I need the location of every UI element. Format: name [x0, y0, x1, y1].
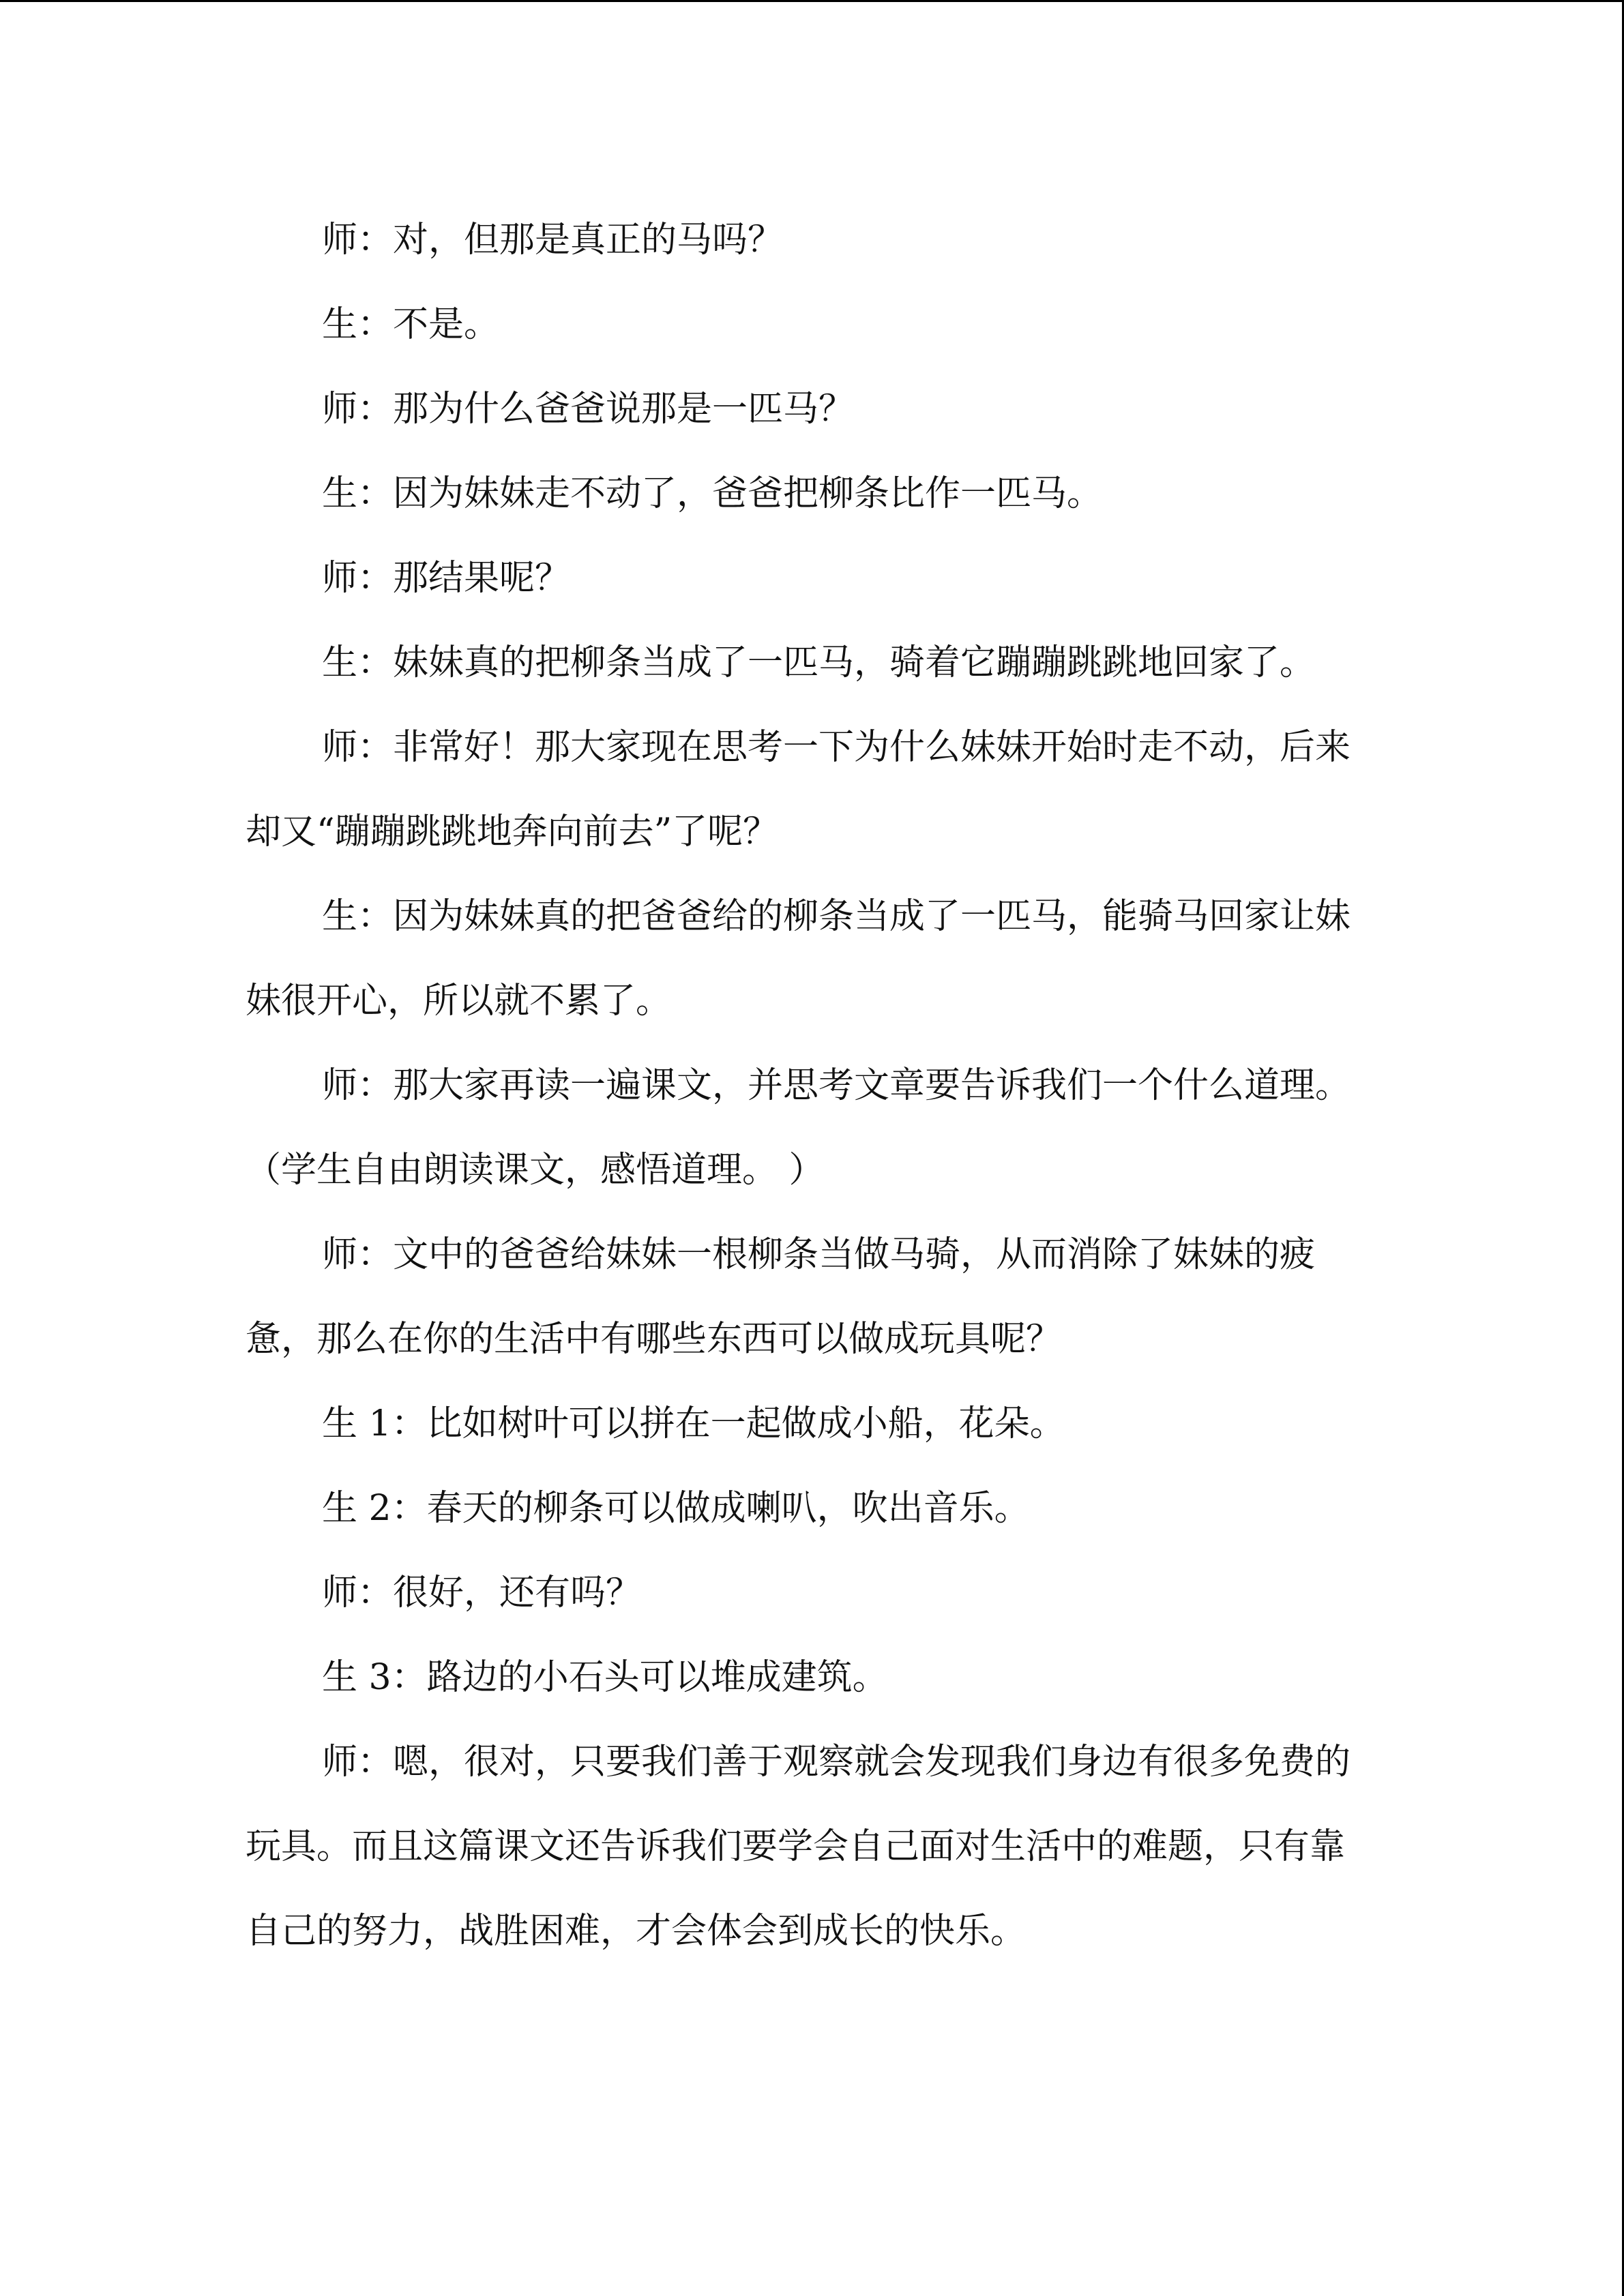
- dialogue-paragraph: 师：那结果呢？: [322, 558, 571, 599]
- dialogue-paragraph: 生 3：路边的小石头可以堆成建筑。: [322, 1657, 888, 1698]
- dialogue-paragraph: 生：因为妹妹走不动了，爸爸把柳条比作一匹马。: [322, 473, 1103, 514]
- dialogue-paragraph: 师：很好，还有吗？: [322, 1572, 642, 1613]
- dialogue-paragraph: 师：那为什么爸爸说那是一匹马？: [322, 389, 855, 430]
- dialogue-paragraph: 师：非常好！那大家现在思考一下为什么妹妹开始时走不动，后来却又“蹦蹦跳跳地奔向前去”了呢？: [246, 727, 1351, 852]
- dialogue-paragraph: 师：那大家再读一遍课文，并思考文章要告诉我们一个什么道理。（学生自由朗读课文，感悟道理。 ）: [246, 1065, 1351, 1191]
- dialogue-paragraph: 师：文中的爸爸给妹妹一根柳条当做马骑，从而消除了妹妹的疲惫，那么在你的生活中有哪些东西可以做成玩具呢？: [246, 1234, 1316, 1360]
- dialogue-paragraph: 生：不是。: [322, 304, 500, 345]
- page-border-top: [0, 0, 1624, 2]
- dialogue-paragraph: 生：妹妹真的把柳条当成了一匹马，骑着它蹦蹦跳跳地回家了。: [322, 642, 1316, 683]
- dialogue-paragraph: 生 1：比如树叶可以拼在一起做成小船，花朵。: [322, 1403, 1065, 1444]
- dialogue-paragraph: 师：嗯，很对，只要我们善于观察就会发现我们身边有很多免费的玩具。而且这篇课文还告诉我们要学会自己面对生活中的难题，只有靠自己的努力，战胜困难，才会体会到成长的快乐。: [246, 1742, 1351, 1952]
- dialogue-paragraph: 生 2：春天的柳条可以做成喇叭，吹出音乐。: [322, 1488, 1030, 1529]
- document-body: [246, 198, 1364, 1973]
- dialogue-paragraph: 师：对，但那是真正的马吗？: [322, 220, 784, 260]
- dialogue-paragraph: 生：因为妹妹真的把爸爸给的柳条当成了一匹马，能骑马回家让妹妹很开心，所以就不累了。: [246, 896, 1351, 1022]
